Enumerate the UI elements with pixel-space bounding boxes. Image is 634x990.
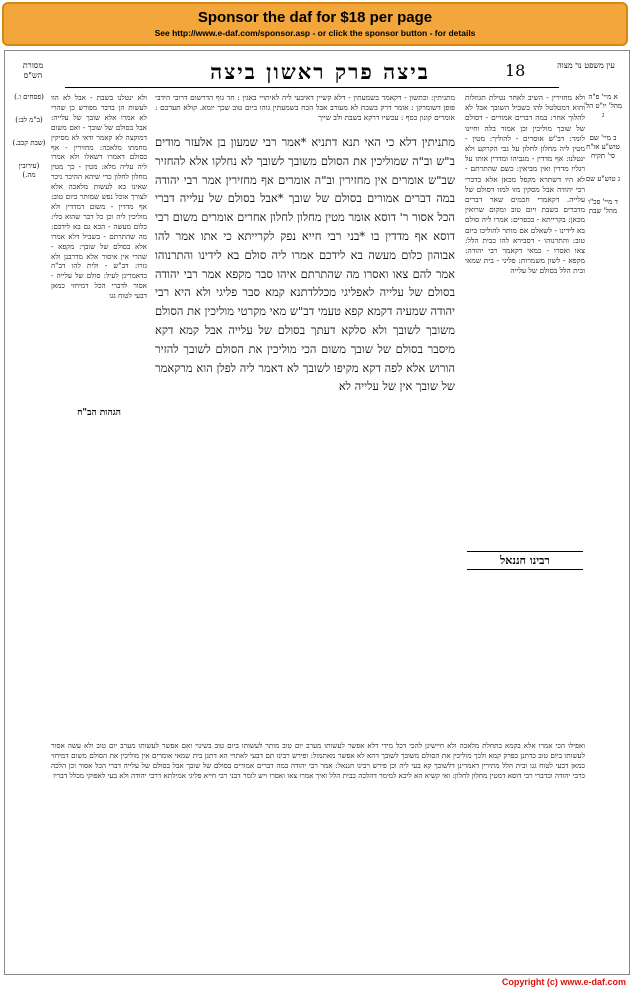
rabbenu-chananel-label: רבינו חננאל <box>467 551 583 570</box>
hagahot-habach-label: הגהות הב"ח <box>53 407 145 418</box>
margin-note: (שבת קכב.) <box>12 139 46 147</box>
ein-mishpat-label: עין משפט נר מצוה <box>557 61 615 70</box>
tosafot-commentary: ולא ינטלנו בשבת - אבל לא הוו לעשות הן בדבר מפורש כן שהרי לא אמרו אלא שובך של עלייה: אבל בסולם של שובך - ואם משום דמוקצה לא קאמר ודאי לא מסיקין מחמתו מלאכה: מחזירין - אף בסולם דאמרו דשאלו ולא אמרו ליה עליה מלא: מטין - כך מטין מחלון לחלון כדי שיהא ההיכר ניכר שאינו בא לעשות מלאכה אלא לצורך אוכל נפש שמותר ביום טוב: אף מדדין - משום דמדדין ולא מוליכין ליה וכן כל דבר שהוא כלי: כלום מעשה - הכא גם בא לידכם: מה שהתרתם - בשביל דלא אמרו אלא בסולם של שובך: מקפא - שהרי אין איסור אלא מדרבנן ולא גזרו: דב"ש - ולית להו דב"ה כדאמרינן לעיל: סולם של עלייה - אסור לדברי הכל דמיחזי כמאן דבעי לטוח גגו <box>51 93 147 301</box>
sponsor-banner[interactable] <box>2 2 628 46</box>
left-margin-notes <box>11 93 47 194</box>
margin-note: ד מיי' פכ"ו מהל' שבת <box>588 198 618 215</box>
margin-note: ב מיי' שם טוש"ע או"ח סי' תקיח <box>586 134 620 160</box>
talmud-page <box>4 50 630 975</box>
sponsor-title[interactable]: Sponsor the daf for $18 per page <box>197 9 433 26</box>
bottom-commentary: ואפילו הכי אמרו אלא בקמא בתחלת מלאכה ולא חיישינן להכי דכל מידי דלא אפשר לעשותו מערב יום טוב מותר לעשותו ביום טוב בשינוי ואם אפשר לעשותו מערב יום טוב ולא עשה אסור לעשותו ביום טוב כדתנן בפרק קמא ולכך מוליכין את הסולם משובך לשובך דהא לא אפשר מאתמול: ופירש רבינו תם דבעי לאתויי הא דתנן בית שמאי אומרים אין מוליכין את הסולם משום דמיחזי כמאן דבעי לטוח גגו ובית הלל מתירין דאמרינן דלשובך קא בעי ליה וכן פירש רבינו חננאל: אמר רבי יהודה במה דברים אמורים בסולם של שובך אבל בסולם של עלייה דברי הכל אסור וכן הלכה כרבי יהודה וכדברי רבי דוסא דמטין מחלון לחלון: ואי קשיא הא ליכא למימר דהלכה כבית הלל ואיך אמרו צאו ואסרו ויש לומר דבני רבי חייא פליגי אמילתא דרבי יהודה ולא בעי לאפוקי מכלל דבריו <box>51 741 585 780</box>
margin-note: (פסחים ו.) <box>14 93 44 101</box>
sponsor-subtitle[interactable]: See http://www.e-daf.com/sponsor.asp - or click the sponsor button - for details <box>154 28 476 38</box>
copyright-link[interactable]: Copyright (c) www.e-daf.com <box>501 977 626 987</box>
gemara-text: מתניתין דלא כי האי תנא דתניא *אמר רבי שמעון בן אלעזר מודים ב"ש וב"ה שמוליכין את הסולם משובך לשובך לא נחלקו אלא להחזיר שב"ש אומרים אין מחזירין וב"ה אומרים אף מחזירין אמר רבי יהודה במה דברים אמורים בסולם של שובך *אבל בסולם של עלייה דברי הכל אסור ר' דוסא אומר מטין מחלון לחלון אחרים אומרים משום רבי דוסא אף מדדין בו *בני רבי חייא נפק לקרייתא כי אתו אמר להו אבוהון כלום מעשה בא לידכם אמרו ליה סולם בא לידינו והתרנוהו אמר להם צאו ואסרו מה שהתרתם איהו סבר מקפא אמר רבי יהודה בסולם של עלייה לאפליגי מכללדתנא קמא סבר פליגי ולא היא רבי יהודה שמעיה דקמא קפא טעמי דב"ש מאי מקרטי מוליכין את הסולם משובך לשובך ולא סלקא דעתך בסולם של עלייה אבל קמא דקא מיסבר בסולם של שובך משום הכי מוליכין את הסולם לשובך להזיר הורוש אלא לפה דקא מקיפו לשובך לא דאמר ליה לפלן הוא מרקאמר של שובך אין של עלייה לא <box>155 135 455 394</box>
margin-note: (ב"מ לב:) <box>15 116 43 124</box>
masoret-hashas-label: מסורת הש"ס <box>22 61 44 80</box>
top-commentary-strip: מתניתין: וכתשון - דקאמר בשמעתין - דלא קשיין דאיבעי ליה לאיתויי באגין : חד גוף הדרשום דרובי הידבי פופן דשומרקן : אומר דרק בשבת לא מעורב אבל הכח בשמעתין גוהו ביום טוב שכך יומא. קולא תערכם : אומרים קונון כסף : עכשיו דרקא בשבת ולב שייך <box>155 93 455 122</box>
page-header <box>5 57 629 87</box>
margin-note: א מיי' פ"ה מהל' יו"ט הל' ג <box>583 93 623 119</box>
page-title: ביצה פרק ראשון ביצה <box>210 59 430 84</box>
margin-note: (עירובין מה.) <box>18 162 40 179</box>
header-rule <box>65 87 559 88</box>
right-margin-notes <box>583 93 623 230</box>
margin-note: ג טוש"ע שם <box>585 175 621 183</box>
page-number: 18 <box>505 61 526 80</box>
rashi-commentary: ולא מחזירין - השיב לאחר נטילת תגוזלות והוא דמטלטל להו בשביל השובך אבל לא להלוך אחר: במה דברים אמורים - דסולם של שובך מוליכין וכן אמור בלה וחיינו לומר: דב"ש אוסרים - להוליך: מטין - מטין ליה מחלון לחלון על גבי הקרקע ולא ינטלנו: אף מדדין - מגביהו ומדדין אותו על רגליו מדדין ואין מביאין: כשם שהתרתם - לא היו דשתרא מקפל מכאן אלא כדברי רבי יהודה אבל מסקין מזו למזו דסולם של עלייה. דקאמרי חכמים שאר דברים מדברים בשבת ויום טוב ומקום שרואין מכאן: בקרייתא - בכפרים: אמרו ליה סולם בא לידינו - לשאלם אם מותר להוליכו ביום טוב: והתרנוהו - דסבירא להו כבית הלל: צאו ואסרו - כמאי דקאמר רבי יהודה: מקפא - לשון משמרות: פליגי - בית שמאי ובית הלל בסולם של עלייה <box>465 93 585 276</box>
